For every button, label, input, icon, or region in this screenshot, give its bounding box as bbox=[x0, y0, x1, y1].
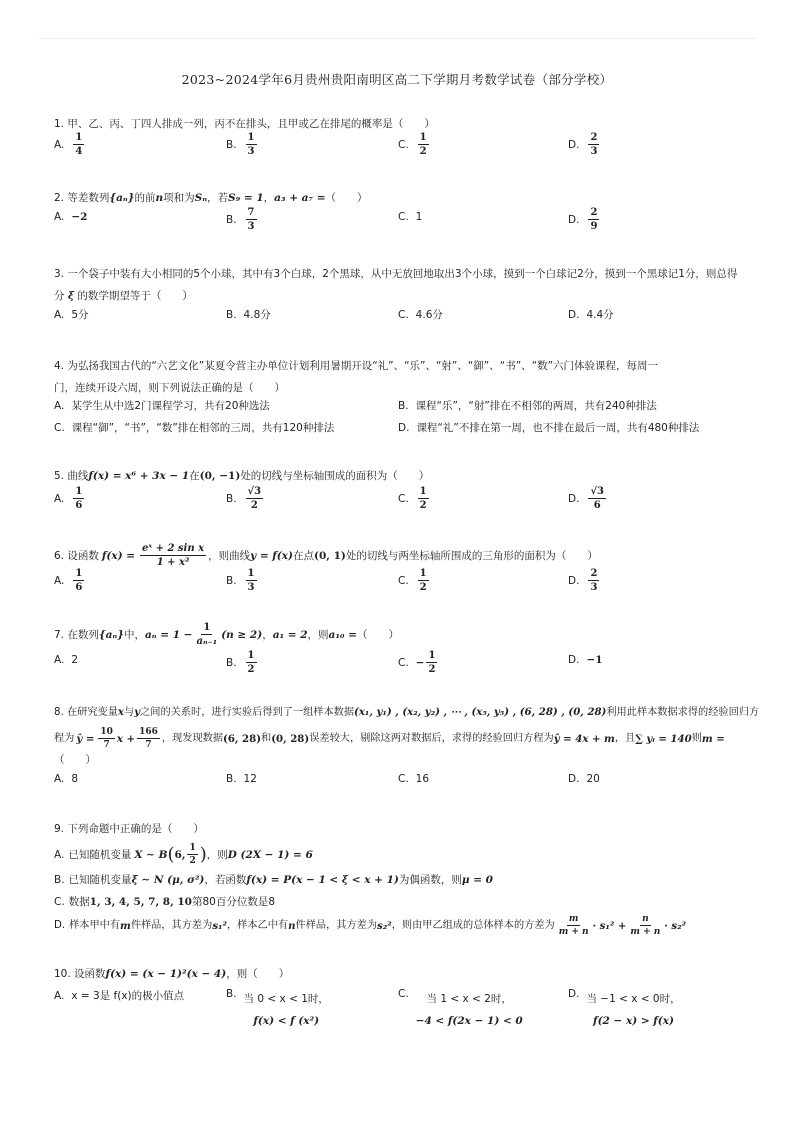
question-8-line-3: （ ） bbox=[54, 754, 96, 766]
q6-option-d[interactable]: D. $\frac{2}{3}$ bbox=[568, 568, 598, 593]
q8-option-a[interactable]: A. 8 bbox=[54, 773, 79, 785]
page-title: 2023~2024学年6月贵州贵阳南明区高二下学期月考数学试卷（部分学校） bbox=[181, 72, 613, 87]
q4-option-a[interactable]: A. 某学生从中选2门课程学习，共有20种选法 bbox=[54, 399, 270, 412]
question-4-stem: 4. 为弘扬我国古代的“六艺文化”某夏令营主办单位计划利用暑期开设“礼”、“乐”、“射”、“御”、“书”、“数”六门体验课程，每周一 门，连续开设六周，则下列说法正确的是（ ） bbox=[54, 360, 659, 394]
question-1 bbox=[54, 116, 754, 132]
q1-option-d[interactable]: D. $\frac{2}{3}$ bbox=[568, 132, 598, 157]
question-9-stem: 9. 下列命题中正确的是（ ） bbox=[54, 823, 204, 835]
q5-option-a[interactable]: A. $\frac{1}{6}$ bbox=[54, 486, 83, 511]
q9-option-c[interactable]: C. 数据1, 3, 4, 5, 7, 8, 10第80百分位数是8 bbox=[54, 896, 276, 908]
q8-option-c[interactable]: C. 16 bbox=[398, 773, 430, 785]
q6-option-b[interactable]: B. $\frac{1}{3}$ bbox=[226, 568, 255, 593]
question-5-stem: 5. 曲线f(x) = x⁶ + 3x − 1在(0, −1)处的切线与坐标轴围成的面积为（ ） bbox=[54, 470, 430, 482]
question-1-stem: 1. 甲、乙、丙、丁四人排成一列，丙不在排头，且甲或乙在排尾的概率是（ ） bbox=[54, 118, 435, 130]
question-7-stem: 7. 在数列 {aₙ} 中， aₙ = 1 − $\frac{1}{\text{aₙ₋₁}}$ (n ≥ 2) ， a₁ = 2 ，则 a₁₀ = （ ） bbox=[54, 622, 399, 647]
q2-option-a[interactable]: A. −2 bbox=[54, 211, 88, 223]
q7-option-c[interactable]: C. − $\frac{1}{2}$ bbox=[398, 650, 436, 675]
q9-option-a[interactable]: A. 已知随机变量 X ∼ B ( 6, $\frac{1}{2}$ ) ，则 D (2X − 1) = 6 bbox=[54, 843, 313, 866]
q10-option-a[interactable]: A. x = 3是 f(x)的极小值点 bbox=[54, 989, 185, 1002]
question-3 bbox=[54, 263, 754, 307]
question-3-stem: 3. 一个袋子中装有大小相同的5个小球，其中有3个白球，2个黑球，从中无放回地取出3个小球，摸到一个白球记2分，摸到一个黑球记1分，则总得 分 ξ 的数学期望等于（ ） bbox=[54, 268, 738, 302]
question-9 bbox=[54, 821, 754, 937]
question-8-line-1: 8. 在研究变量x与y之间的关系时，进行实验后得到了一组样本数据(x₁, y₁) , (x₂, y₂) , ⋯ , (x₅, y₅) , (6, 28) , (0, 28)利用此样本数据求得的经验回归方 bbox=[54, 706, 760, 718]
q8-option-d[interactable]: D. 20 bbox=[568, 773, 600, 785]
q6-option-a[interactable]: A. $\frac{1}{6}$ bbox=[54, 568, 83, 593]
q3-option-b[interactable]: B. 4.8分 bbox=[226, 308, 271, 321]
q3-option-d[interactable]: D. 4.4分 bbox=[568, 308, 614, 321]
q2-option-b[interactable]: B. $\frac{7}{3}$ bbox=[226, 207, 255, 232]
q3-option-c[interactable]: C. 4.6分 bbox=[398, 308, 443, 321]
q10-option-c[interactable]: C. 当 1 < x < 2时， −4 < f(2x − 1) < 0 bbox=[398, 988, 523, 1027]
question-7 bbox=[54, 622, 754, 647]
q9-option-d[interactable]: D. 样本甲中有 m 件样品，其方差为 s₁² ，样本乙中有 n 件样品，其方差为 s₂² ，则由甲乙组成的总体样本的方差为 $\frac{m}{m + n}$ · s₁² + $\frac{n}{m + n}$ · s₂² bbox=[54, 914, 687, 937]
question-10 bbox=[54, 966, 754, 982]
q1-option-b[interactable]: B. $\frac{1}{3}$ bbox=[226, 132, 255, 157]
q7-option-d[interactable]: D. −1 bbox=[568, 654, 603, 666]
question-6 bbox=[54, 543, 754, 568]
q9-option-b[interactable]: B. 已知随机变量ξ ∼ N (μ, σ²)，若函数f(x) = P(x − 1 < ξ < x + 1)为偶函数，则μ = 0 bbox=[54, 874, 493, 886]
q5-option-d[interactable]: D. $\frac{√3}{6}$ bbox=[568, 486, 604, 511]
q10-option-d[interactable]: D. 当 −1 < x < 0时， f(2 − x) > f(x) bbox=[568, 988, 681, 1027]
q10-option-b[interactable]: B. 当 0 < x < 1时， f(x) < f (x²) bbox=[226, 988, 329, 1027]
q2-option-c[interactable]: C. 1 bbox=[398, 211, 423, 223]
question-2 bbox=[54, 190, 754, 206]
q7-option-b[interactable]: B. $\frac{1}{2}$ bbox=[226, 650, 255, 675]
question-2-stem: 2. 等差数列{aₙ}的前n项和为Sₙ，若S₉ = 1，a₃ + a₇ =（ ） bbox=[54, 192, 368, 204]
q5-option-b[interactable]: B. $\frac{√3}{2}$ bbox=[226, 486, 262, 511]
header-rule bbox=[38, 38, 756, 39]
question-8-line-2: 程为 ŷ = $\frac{10}{7}$ x + $\frac{166}{7}$ ，现发现数据 (6, 28) 和 (0, 28) 误差较大，剔除这两对数据后，求得的经验回归方程为 ŷ = 4x + m ，且 ∑ yᵢ = 140 则 m = bbox=[54, 727, 725, 750]
q4-option-b[interactable]: B. 课程“乐”，“射”排在不相邻的两周，共有240种排法 bbox=[398, 399, 657, 412]
q4-option-c[interactable]: C. 课程“御”，“书”，“数”排在相邻的三周，共有120种排法 bbox=[54, 421, 335, 434]
question-10-stem: 10. 设函数f(x) = (x − 1)²(x − 4)，则（ ） bbox=[54, 968, 290, 980]
question-4 bbox=[54, 355, 754, 399]
q6-option-c[interactable]: C. $\frac{1}{2}$ bbox=[398, 568, 427, 593]
question-5 bbox=[54, 468, 754, 484]
q2-option-d[interactable]: D. $\frac{2}{9}$ bbox=[568, 207, 598, 232]
question-6-stem: 6. 设函数 f(x) = $\frac{\text{eˣ + 2 sin x}}{\text{1 + x²}}$ ，则曲线 y = f(x) 在点 (0, 1) 处的切线与两坐标轴所围成的三角形的面积为（ ） bbox=[54, 543, 598, 568]
question-8 bbox=[54, 704, 760, 768]
q8-option-b[interactable]: B. 12 bbox=[226, 773, 257, 785]
q3-option-a[interactable]: A. 5分 bbox=[54, 308, 89, 321]
q7-option-a[interactable]: A. 2 bbox=[54, 654, 79, 666]
q1-option-c[interactable]: C. $\frac{1}{2}$ bbox=[398, 132, 427, 157]
q1-option-a[interactable]: A. $\frac{1}{4}$ bbox=[54, 132, 83, 157]
q4-option-d[interactable]: D. 课程“礼”不排在第一周，也不排在最后一周，共有480种排法 bbox=[398, 421, 700, 434]
q5-option-c[interactable]: C. $\frac{1}{2}$ bbox=[398, 486, 427, 511]
